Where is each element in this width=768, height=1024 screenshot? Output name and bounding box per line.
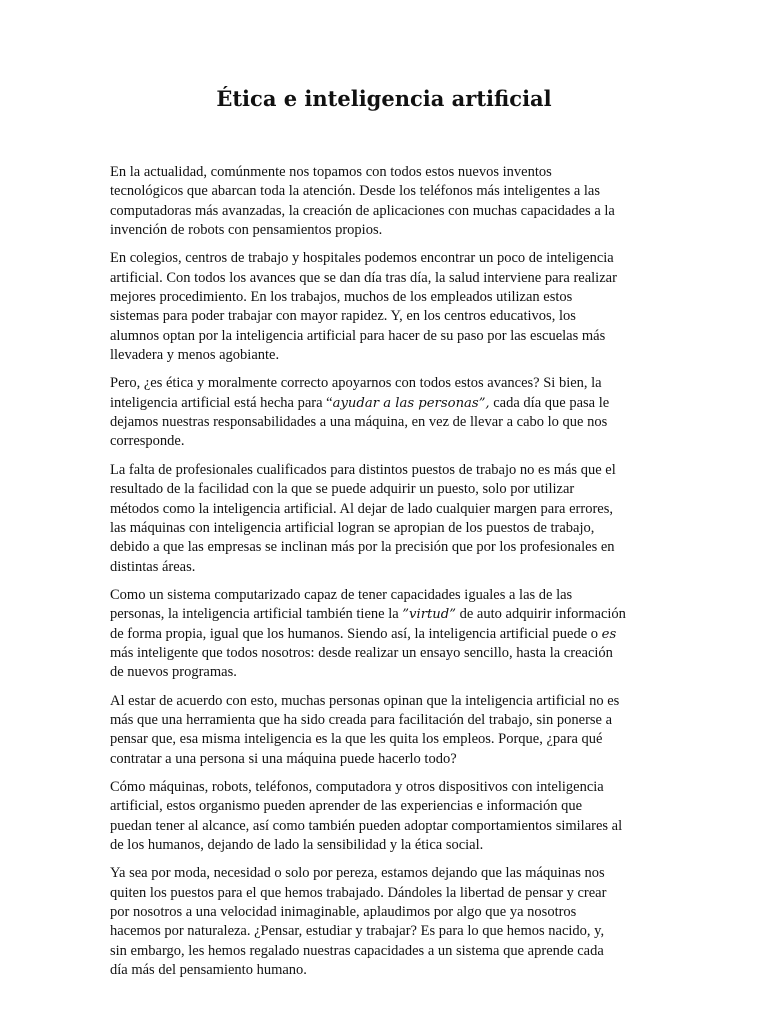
text-run: personas, la inteligencia artificial también tiene la — [110, 606, 403, 623]
text-line — [110, 903, 656, 922]
text-line — [110, 394, 656, 413]
text-line — [110, 269, 656, 288]
text-line — [110, 327, 656, 346]
text-run: distintas áreas. — [110, 558, 196, 575]
text-run: por nosotros a una velocidad inimaginable, aplaudimos por algo que ya nosotros — [110, 904, 577, 921]
text-run: llevadera y menos agobiante. — [110, 347, 280, 364]
paragraph — [110, 249, 656, 365]
paragraph — [110, 586, 656, 683]
text-run: invención de robots con pensamientos propios. — [110, 222, 383, 239]
text-line — [110, 711, 656, 730]
text-run: día más del pensamiento humano. — [110, 962, 307, 979]
text-run: más que una herramienta que ha sido creada para facilitación del trabajo, sin ponerse a — [110, 711, 613, 728]
text-run: resultado de la facilidad con la que se puede adquirir un puesto, solo por utilizar — [110, 481, 575, 498]
text-run: mejores procedimiento. En los trabajos, muchos de los empleados utilizan estos — [110, 289, 573, 306]
text-line — [110, 432, 656, 451]
text-run: artificial, estos organismo pueden aprender de las experiencias e información que — [110, 798, 583, 815]
text-line — [110, 163, 656, 182]
text-run: artificial. Con todos los avances que se dan día tras día, la salud interviene para realizar — [110, 269, 617, 286]
text-line — [110, 558, 656, 577]
text-run: las máquinas con inteligencia artificial logran se apropian de los puestos de trabajo, — [110, 519, 595, 536]
text-line — [110, 413, 656, 432]
text-line — [110, 730, 656, 749]
text-run: En colegios, centros de trabajo y hospitales podemos encontrar un poco de inteligencia — [110, 250, 614, 267]
text-line — [110, 307, 656, 326]
text-line — [110, 778, 656, 797]
text-line — [110, 797, 656, 816]
text-line — [110, 500, 656, 519]
text-line — [110, 961, 656, 980]
paragraph — [110, 864, 656, 980]
italic-text: ”virtud” — [402, 607, 456, 623]
text-run: puedan tener al alcance, así como también pueden adoptar comportamientos similares al — [110, 817, 623, 834]
text-run: cada día que pasa le — [489, 394, 610, 411]
text-run: sistemas para poder trabajar con mayor rapidez. Y, en los centros educativos, los — [110, 308, 576, 325]
text-run: Cómo máquinas, robots, teléfonos, computadora y otros dispositivos con inteligencia — [110, 778, 604, 795]
text-line — [110, 922, 656, 941]
text-line — [110, 346, 656, 365]
text-run: Como un sistema computarizado capaz de tener capacidades iguales a las de las — [110, 586, 573, 603]
text-line — [110, 461, 656, 480]
text-run: pensar que, esa misma inteligencia es la que les quita los empleos. Porque, ¿para qué — [110, 731, 603, 748]
text-line — [110, 605, 656, 624]
text-run: contratar a una persona si una máquina puede hacerlo todo? — [110, 750, 457, 767]
text-line — [110, 864, 656, 883]
text-line — [110, 625, 656, 644]
paragraph — [110, 692, 656, 769]
text-line — [110, 374, 656, 393]
text-line — [110, 942, 656, 961]
text-line — [110, 692, 656, 711]
text-run: hacemos por naturaleza. ¿Pensar, estudiar y trabajar? Es para lo que hemos nacido, y, — [110, 923, 605, 940]
text-run: tecnológicos que abarcan toda la atención. Desde los teléfonos más inteligentes a las — [110, 183, 601, 200]
text-run: corresponde. — [110, 433, 185, 450]
text-line — [110, 519, 656, 538]
text-run: Al estar de acuerdo con esto, muchas personas opinan que la inteligencia artificial no es — [110, 692, 620, 709]
text-run: sin embargo, les hemos regalado nuestras capacidades a un sistema que aprende cada — [110, 942, 604, 959]
text-run: quiten los puestos para el que hemos trabajado. Dándoles la libertad de pensar y crear — [110, 884, 607, 901]
text-line — [110, 249, 656, 268]
italic-text: ayudar a las personas”, — [332, 395, 490, 411]
text-run: de forma propia, igual que los humanos. Siendo así, la inteligencia artificial puede o — [110, 625, 602, 642]
text-run: computadoras más avanzadas, la creación de aplicaciones con muchas capacidades a la — [110, 202, 615, 219]
text-line — [110, 644, 656, 663]
text-run: inteligencia artificial está hecha para “ — [110, 394, 333, 411]
italic-text: es — [601, 626, 617, 642]
text-line — [110, 836, 656, 855]
text-line — [110, 750, 656, 769]
text-run: de los humanos, dejando de lado la sensibilidad y la ética social. — [110, 837, 484, 853]
text-run: debido a que las empresas se inclinan más por la precisión que por los profesionales en — [110, 539, 615, 556]
text-line — [110, 663, 656, 682]
text-line — [110, 884, 656, 903]
text-run: de auto adquirir información — [456, 606, 626, 623]
text-run: alumnos optan por la inteligencia artificial para hacer de su paso por las escuelas más — [110, 327, 606, 344]
text-run: La falta de profesionales cualificados para distintos puestos de trabajo no es más que el — [110, 461, 616, 478]
text-line — [110, 221, 656, 240]
text-line — [110, 586, 656, 605]
text-run: En la actualidad, comúnmente nos topamos con todos estos nuevos inventos — [110, 164, 552, 180]
paragraph — [110, 778, 656, 855]
paragraph — [110, 374, 656, 451]
document-title: Ética e inteligencia artificial — [216, 86, 552, 111]
text-line — [110, 538, 656, 557]
paragraph — [110, 163, 656, 240]
text-run: de nuevos programas. — [110, 664, 237, 681]
text-line — [110, 480, 656, 499]
document-body — [110, 163, 656, 989]
text-run: más inteligente que todos nosotros: desde realizar un ensayo sencillo, hasta la creación — [110, 644, 613, 661]
text-run: Pero, ¿es ética y moralmente correcto apoyarnos con todos estos avances? Si bien, la — [110, 375, 602, 392]
text-line — [110, 182, 656, 201]
text-line — [110, 817, 656, 836]
text-run: Ya sea por moda, necesidad o solo por pereza, estamos dejando que las máquinas nos — [110, 865, 605, 882]
text-line — [110, 288, 656, 307]
text-run: dejamos nuestras responsabilidades a una máquina, en vez de llevar a cabo lo que nos — [110, 414, 608, 431]
text-line — [110, 202, 656, 221]
text-run: métodos como la inteligencia artificial. Al dejar de lado cualquier margen para errores, — [110, 500, 613, 517]
paragraph — [110, 461, 656, 577]
